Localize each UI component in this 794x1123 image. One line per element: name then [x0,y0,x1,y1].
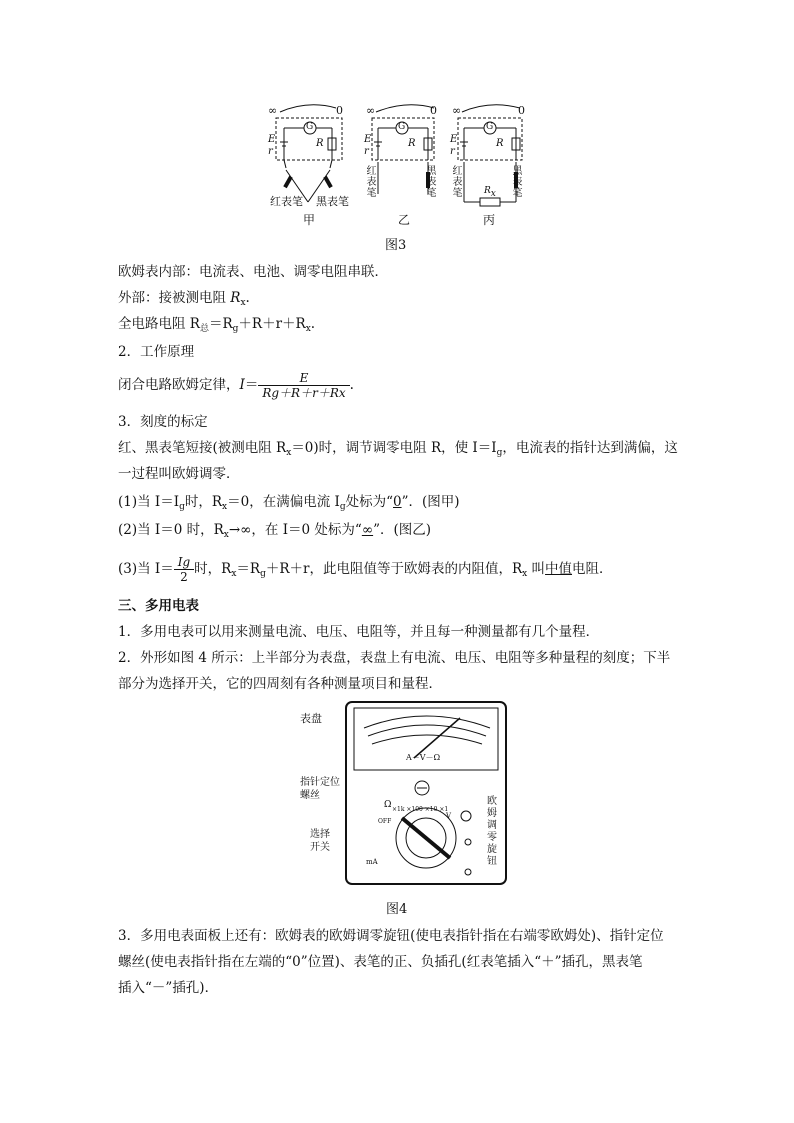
fig4-ohm-knob-label: 欧姆调零旋钮 [487,796,497,867]
fig3-E-1: E [268,134,276,145]
fig4-range-top: ×1k ×100 ×10 ×1 [392,806,449,813]
fig3-infinity-3: ∞ [452,104,462,117]
fig3-infinity-2: ∞ [366,104,376,117]
fig3-R-2: R [408,138,416,149]
fig3-black-probe-v-3: 黑表笔 [512,166,523,199]
fig4-pointer-screw-label: 指针定位螺丝 [300,777,340,801]
fig4-omega: Ω [384,800,392,810]
fig4-v: V [446,812,452,820]
line-short-probes: 红、黑表笔短接(被测电阻 $R_x=0$)时，调节调零电阻 R，使 $I=I_g$，电流表的指针达到满偏，这 [118,440,678,458]
fig4-dial-label: 表盘 [300,712,322,725]
fig3-r-2: r [364,146,369,157]
fig4-off: OFF [378,818,392,825]
fig3-r-3: r [450,146,455,157]
line-case-3: (3)当 I＝ $\frac{Ig}{2}$ 时，$R_x=R_g+R+r$，此电阻值等于欧姆表的内阻值，$R_x$ 叫中值电阻． [118,555,613,584]
fig4-selector-label: 选择开关 [310,829,330,853]
fig3-infinity-1: ∞ [268,104,278,117]
fig4-avo-label: A－V－Ω [406,753,441,762]
fig3-R-3: R [496,138,504,149]
fig3-galvanometer-1: G [306,122,314,132]
line-ohm-zeroing: 一过程叫欧姆调零． [118,466,240,482]
fig3-zero-3: 0 [518,104,525,117]
line-total-resistance: 全电路电阻 $R_总=R_g+R+r+R_x$. [118,316,316,334]
line-case-1: (1)当 $I=I_g$时，$R_x=0$，在满偏电流 $I_g$处标为“0”．(图甲) [118,494,460,512]
line-case-2: (2)当 I＝0 时，$R_x\to\infty$，在 I＝0 处标为“∞”．(图乙) [118,522,432,540]
fig3-galvanometer-3: G [486,122,494,132]
fig3-panel-label-2: 乙 [398,213,411,227]
fig3-Rx-3: Rx [484,186,496,199]
line-ohms-law: 闭合电路欧姆定律，I＝ $\frac{E}{Rg+R+r+Rx}$ . [118,371,354,400]
fig3-zero-2: 0 [430,104,437,117]
heading-multimeter: 三、多用电表 [118,598,199,614]
fig3-E-3: E [450,134,458,145]
fig3-black-probe-v-2: 黑表笔 [426,166,437,199]
heading-scale-calibration: 3．刻度的标定 [118,414,208,430]
paragraph-2-line-1: 2．外形如图 4 所示：上半部分为表盘，表盘上有电流、电压、电阻等多种量程的刻度；下半 [118,650,671,666]
paragraph-3-line-1: 3．多用电表面板上还有：欧姆表的欧姆调零旋钮(使电表指针指在右端零欧姆处)、指针定位 [118,928,664,944]
fig3-red-probe-v-3: 红表笔 [452,166,463,199]
fig3-E-2: E [364,134,372,145]
fig3-red-probe-v-2: 红表笔 [366,166,377,199]
figure-3-caption: 图3 [385,238,407,253]
figure-4-caption: 图4 [386,902,408,917]
fig3-r-1: r [268,146,273,157]
fig3-panel-label-3: 丙 [483,213,496,227]
line-external: 外部：接被测电阻 $R_x$. [118,290,250,308]
fig3-panel-label-1: 甲 [303,213,316,227]
fig3-red-probe-label: 红表笔 [270,195,303,208]
fig4-ma: mA [366,858,378,866]
paragraph-3-line-3: 插入“－”插孔)． [118,980,219,996]
fig3-galvanometer-2: G [398,122,406,132]
paragraph-3-line-2: 螺丝(使电表指针指在左端的“0”位置)、表笔的正、负插孔(红表笔插入“＋”插孔，黑表笔 [118,954,643,970]
paragraph-2-line-2: 部分为选择开关，它的四周刻有各种测量项目和量程． [118,676,442,692]
heading-working-principle: 2．工作原理 [118,344,195,360]
ohms-law-fraction: $\frac{E}{Rg+R+r+Rx}$ [258,371,349,400]
fig3-R-1: R [316,138,324,149]
paragraph-1: 1．多用电表可以用来测量电流、电压、电阻等，并且每一种测量都有几个量程． [118,624,600,640]
line-ohmmeter-internal: 欧姆表内部：电流表、电池、调零电阻串联． [118,264,388,280]
fig3-zero-1: 0 [336,104,343,117]
half-current-fraction: $\frac{Ig}{2}$ [174,555,194,584]
fig3-black-probe-label: 黑表笔 [316,195,349,208]
